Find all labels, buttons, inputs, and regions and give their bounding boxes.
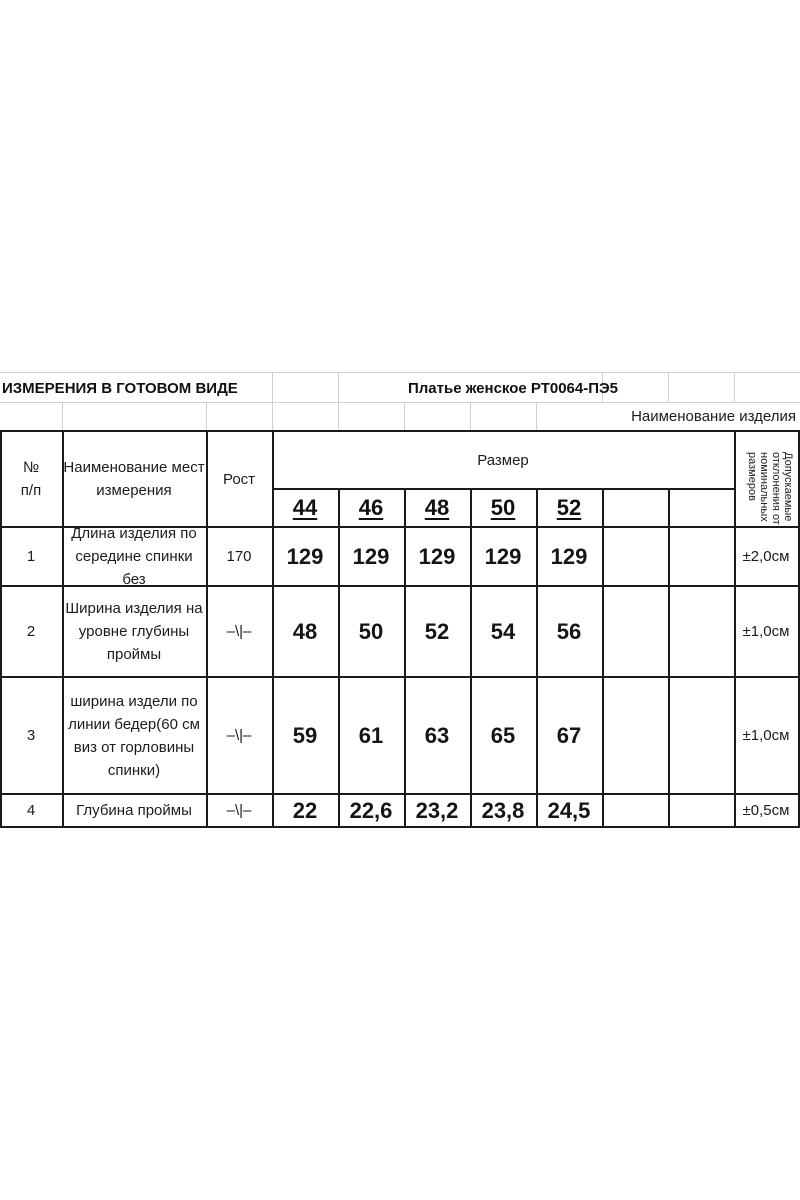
measurement-name: Ширина изделия на уровне глубины проймы <box>65 600 203 663</box>
row-number: 3 <box>26 727 36 744</box>
size-header: 44 <box>292 495 318 520</box>
size-value: 63 <box>424 722 450 748</box>
size-value: 67 <box>556 722 582 748</box>
row-number: 4 <box>26 802 36 819</box>
size-value: 129 <box>484 543 522 569</box>
col-header-place: Наименование мест измерения <box>63 459 205 499</box>
size-value: 22,6 <box>349 797 393 823</box>
row-number: 1 <box>26 548 36 565</box>
size-value: 129 <box>550 543 588 569</box>
size-header: 50 <box>490 495 516 520</box>
gridline <box>272 372 273 430</box>
size-value: 22 <box>292 797 318 823</box>
size-value: 61 <box>358 722 384 748</box>
size-value: 129 <box>352 543 390 569</box>
gridline <box>668 372 669 402</box>
size-value: 129 <box>418 543 456 569</box>
product-name-label: Наименование изделия <box>631 408 796 425</box>
gridline <box>734 372 735 402</box>
gridline <box>338 372 339 430</box>
tolerance-value: ±1,0см <box>742 727 790 744</box>
tolerance-value: ±0,5см <box>742 802 790 819</box>
gridline <box>206 402 207 430</box>
col-header-height: Рост <box>222 470 256 488</box>
gridline <box>404 402 405 430</box>
size-value: 54 <box>490 618 516 644</box>
height-value: –\|– <box>226 727 252 744</box>
measurement-name: Глубина проймы <box>76 802 192 819</box>
size-value: 50 <box>358 618 384 644</box>
gridline <box>470 402 471 430</box>
row-number: 2 <box>26 623 36 640</box>
height-value: 170 <box>226 548 252 565</box>
size-value: 59 <box>292 722 318 748</box>
size-value: 24,5 <box>547 797 591 823</box>
sheet-title: ИЗМЕРЕНИЯ В ГОТОВОМ ВИДЕ <box>2 379 238 397</box>
measurement-name: Длина изделия по середине спинки без <box>71 525 197 588</box>
col-header-size: Размер <box>477 451 529 469</box>
gridline <box>0 372 800 373</box>
size-value: 65 <box>490 722 516 748</box>
col-header-tolerance: Допускаемые отклонения от номинальных размеров <box>746 452 794 525</box>
size-header: 46 <box>358 495 384 520</box>
col-header-number: № п/п <box>20 459 42 499</box>
table-border <box>668 488 670 827</box>
measurement-name: ширина издели по линии бедер(60 см виз от горловины спинки) <box>68 692 200 779</box>
size-value: 129 <box>286 543 324 569</box>
table-border <box>0 826 800 828</box>
size-value: 23,8 <box>481 797 525 823</box>
gridline <box>536 402 537 430</box>
product-name: Платье женское РТ0064-ПЭ5 <box>408 379 619 397</box>
tolerance-value: ±2,0см <box>742 548 790 565</box>
size-value: 23,2 <box>415 797 459 823</box>
height-value: –\|– <box>226 623 252 640</box>
size-value: 52 <box>424 618 450 644</box>
size-header: 52 <box>556 495 582 520</box>
size-value: 48 <box>292 618 318 644</box>
height-value: –\|– <box>226 802 252 819</box>
table-border <box>602 488 604 827</box>
size-value: 56 <box>556 618 582 644</box>
size-header: 48 <box>424 495 450 520</box>
tolerance-value: ±1,0см <box>742 623 790 640</box>
gridline <box>62 402 63 430</box>
